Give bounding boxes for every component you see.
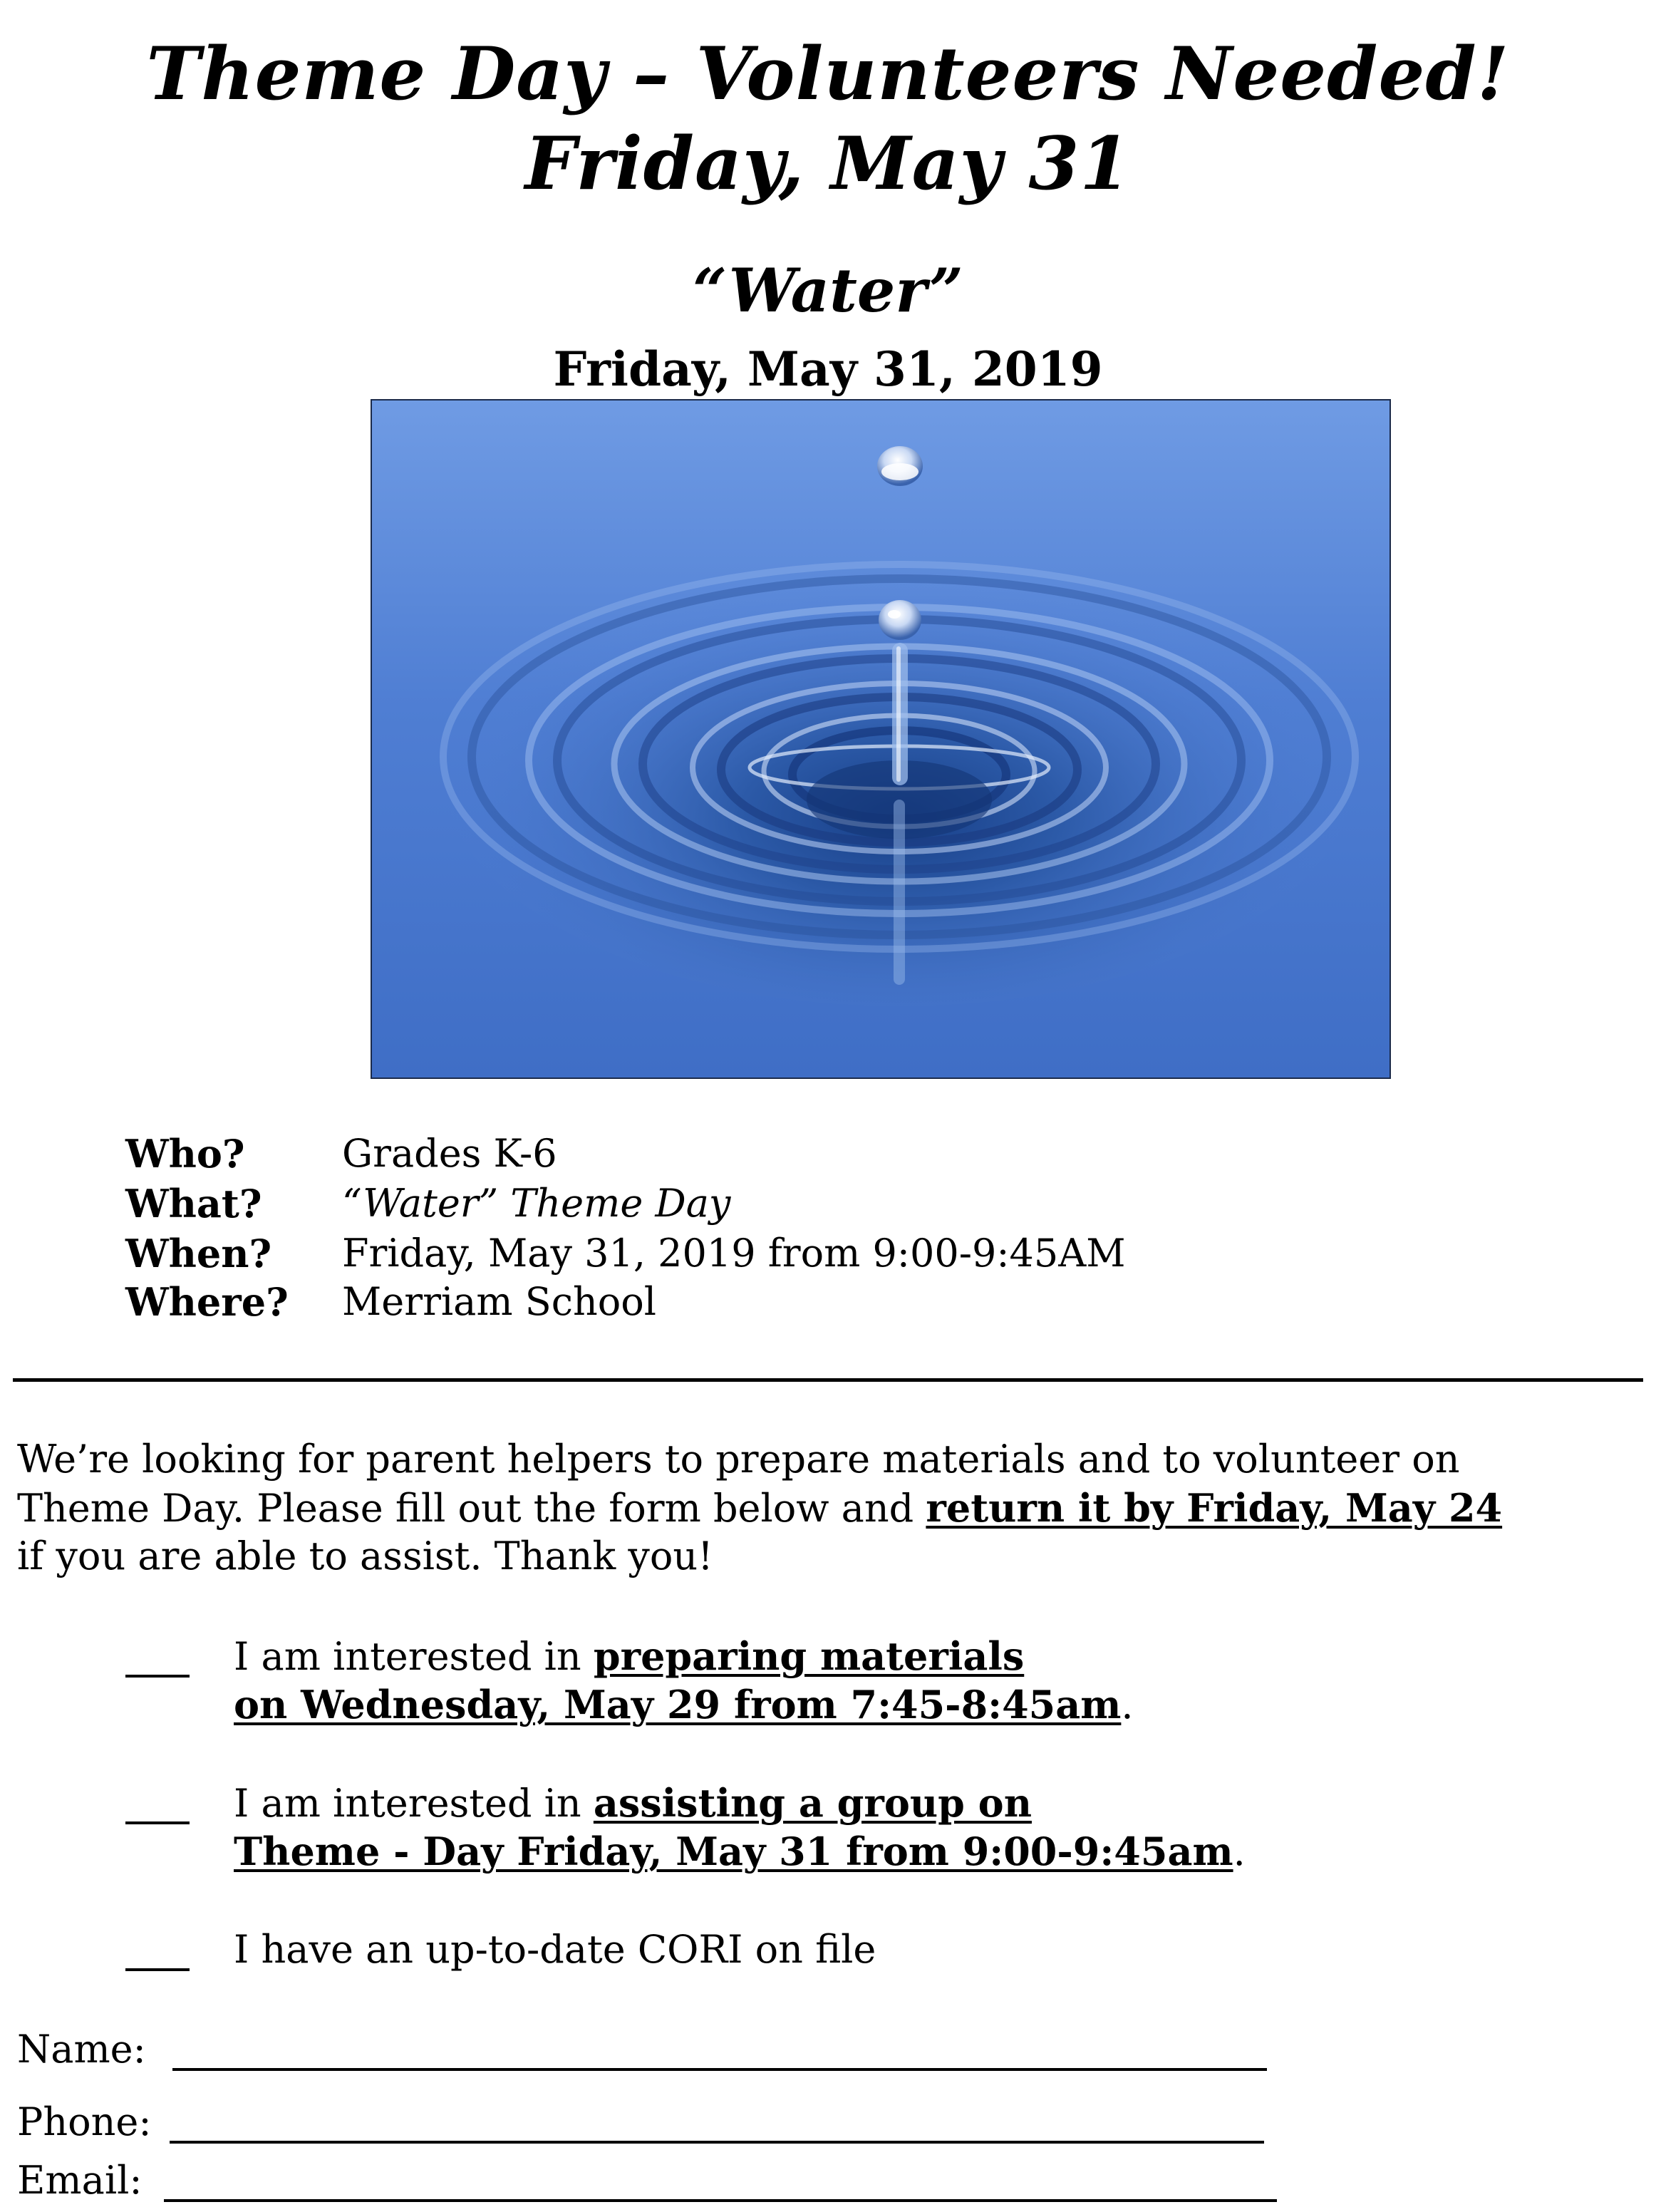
option-suffix: . xyxy=(1121,1683,1134,1727)
water-drop-image xyxy=(371,399,1391,1079)
detail-label: Where? xyxy=(125,1279,289,1325)
intro-text: Theme Day. Please fill out the form below and xyxy=(17,1486,926,1531)
intro-line-2 xyxy=(17,1484,1627,1533)
option-suffix: . xyxy=(1233,1829,1246,1874)
detail-label: When? xyxy=(125,1231,272,1276)
option-1-line-2 xyxy=(234,1680,1134,1730)
option-2-checkbox-blank[interactable] xyxy=(125,1821,190,1824)
option-1-line-1 xyxy=(234,1632,1024,1681)
theme-date: Friday, May 31, 2019 xyxy=(553,341,1103,397)
return-deadline: return it by Friday, May 24 xyxy=(926,1485,1503,1531)
option-3-checkbox-blank[interactable] xyxy=(125,1968,190,1971)
option-bold: Theme - Day Friday, May 31 from 9:00-9:45am xyxy=(234,1829,1233,1874)
email-field[interactable] xyxy=(164,2199,1277,2202)
name-label: Name: xyxy=(17,2027,146,2072)
option-bold: on Wednesday, May 29 from 7:45-8:45am xyxy=(234,1682,1122,1727)
option-2-line-2 xyxy=(234,1827,1246,1876)
name-field[interactable] xyxy=(172,2068,1267,2071)
theme-name: “Water” xyxy=(692,255,963,326)
detail-label: What? xyxy=(125,1181,262,1226)
option-bold: preparing materials xyxy=(593,1633,1025,1679)
section-divider xyxy=(13,1378,1643,1382)
option-text: I am interested in xyxy=(234,1634,594,1679)
flyer-subtitle-date: Friday, May 31 xyxy=(524,121,1132,207)
detail-label: Who? xyxy=(125,1131,245,1177)
intro-line-3: if you are able to assist. Thank you! xyxy=(17,1534,713,1578)
intro-line-1: We’re looking for parent helpers to prepare materials and to volunteer on xyxy=(17,1437,1460,1482)
detail-value: Friday, May 31, 2019 from 9:00-9:45AM xyxy=(342,1231,1126,1276)
phone-label: Phone: xyxy=(17,2099,152,2144)
flyer-title: Theme Day – Volunteers Needed! xyxy=(146,31,1510,117)
phone-field[interactable] xyxy=(170,2141,1264,2144)
option-3-line: I have an up-to-date CORI on file xyxy=(234,1927,876,1972)
option-bold: assisting a group on xyxy=(593,1780,1032,1826)
option-text: I am interested in xyxy=(234,1781,594,1826)
detail-value: Merriam School xyxy=(342,1279,657,1324)
detail-value: Grades K-6 xyxy=(342,1131,557,1176)
option-1-checkbox-blank[interactable] xyxy=(125,1675,190,1678)
email-label: Email: xyxy=(17,2158,143,2203)
detail-value: “Water” Theme Day xyxy=(342,1181,731,1226)
option-2-line-1 xyxy=(234,1779,1032,1828)
